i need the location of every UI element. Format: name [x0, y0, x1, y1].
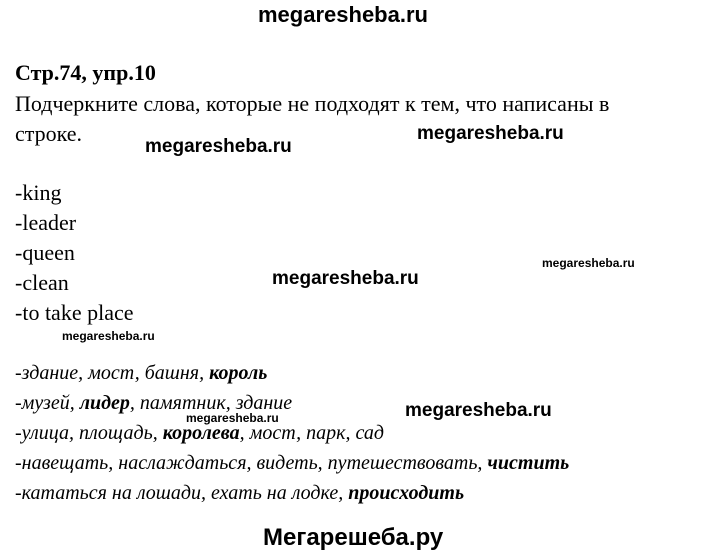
answer-row-2-text: -музей, — [15, 392, 80, 414]
watermark-a[interactable]: megaresheba.ru — [417, 123, 564, 144]
answer-row-1 — [15, 362, 267, 385]
site-footer-title[interactable]: Мегарешеба.ру — [263, 524, 444, 551]
instruction-line-2: строке. — [15, 121, 83, 146]
watermark-d[interactable]: megaresheba.ru — [542, 256, 635, 270]
answer-row-3-underlined-word: королева — [162, 422, 240, 444]
answer-row-4 — [15, 452, 569, 475]
instruction-line-1: Подчеркните слова, которые не подходят к тем, что написаны в — [15, 91, 610, 116]
answer-row-3-text: -улица, площадь, — [15, 422, 163, 444]
site-watermark-top[interactable]: megaresheba.ru — [258, 2, 428, 27]
watermark-c[interactable]: megaresheba.ru — [272, 268, 419, 289]
english-word-4: -clean — [15, 270, 69, 295]
answer-row-1-text: -здание, мост, башня, — [15, 362, 210, 384]
english-word-1: -king — [15, 180, 62, 205]
english-word-2: -leader — [15, 210, 77, 235]
exercise-heading: Стр.74, упр.10 — [15, 60, 156, 85]
watermark-f[interactable]: megaresheba.ru — [186, 411, 279, 425]
english-word-3: -queen — [15, 240, 75, 265]
watermark-g[interactable]: megaresheba.ru — [405, 400, 552, 421]
answer-row-4-underlined-word: чистить — [487, 452, 570, 474]
watermark-e[interactable]: megaresheba.ru — [62, 329, 155, 343]
answer-row-3 — [15, 422, 384, 445]
watermark-b[interactable]: megaresheba.ru — [145, 136, 292, 157]
answer-row-5 — [15, 482, 464, 505]
answer-row-1-underlined-word: король — [209, 362, 268, 384]
answer-row-2-underlined-word: лидер — [79, 392, 130, 414]
answer-row-4-text: -навещать, наслаждаться, видеть, путешествовать, — [15, 452, 488, 474]
english-word-5: -to take place — [15, 300, 134, 325]
answer-row-2-after: , памятник, здание — [129, 392, 293, 414]
answer-row-5-text: -кататься на лошади, ехать на лодке, — [15, 482, 349, 504]
answer-row-5-underlined-word: происходить — [348, 482, 465, 504]
answer-row-3-after: , мост, парк, сад — [239, 422, 384, 444]
